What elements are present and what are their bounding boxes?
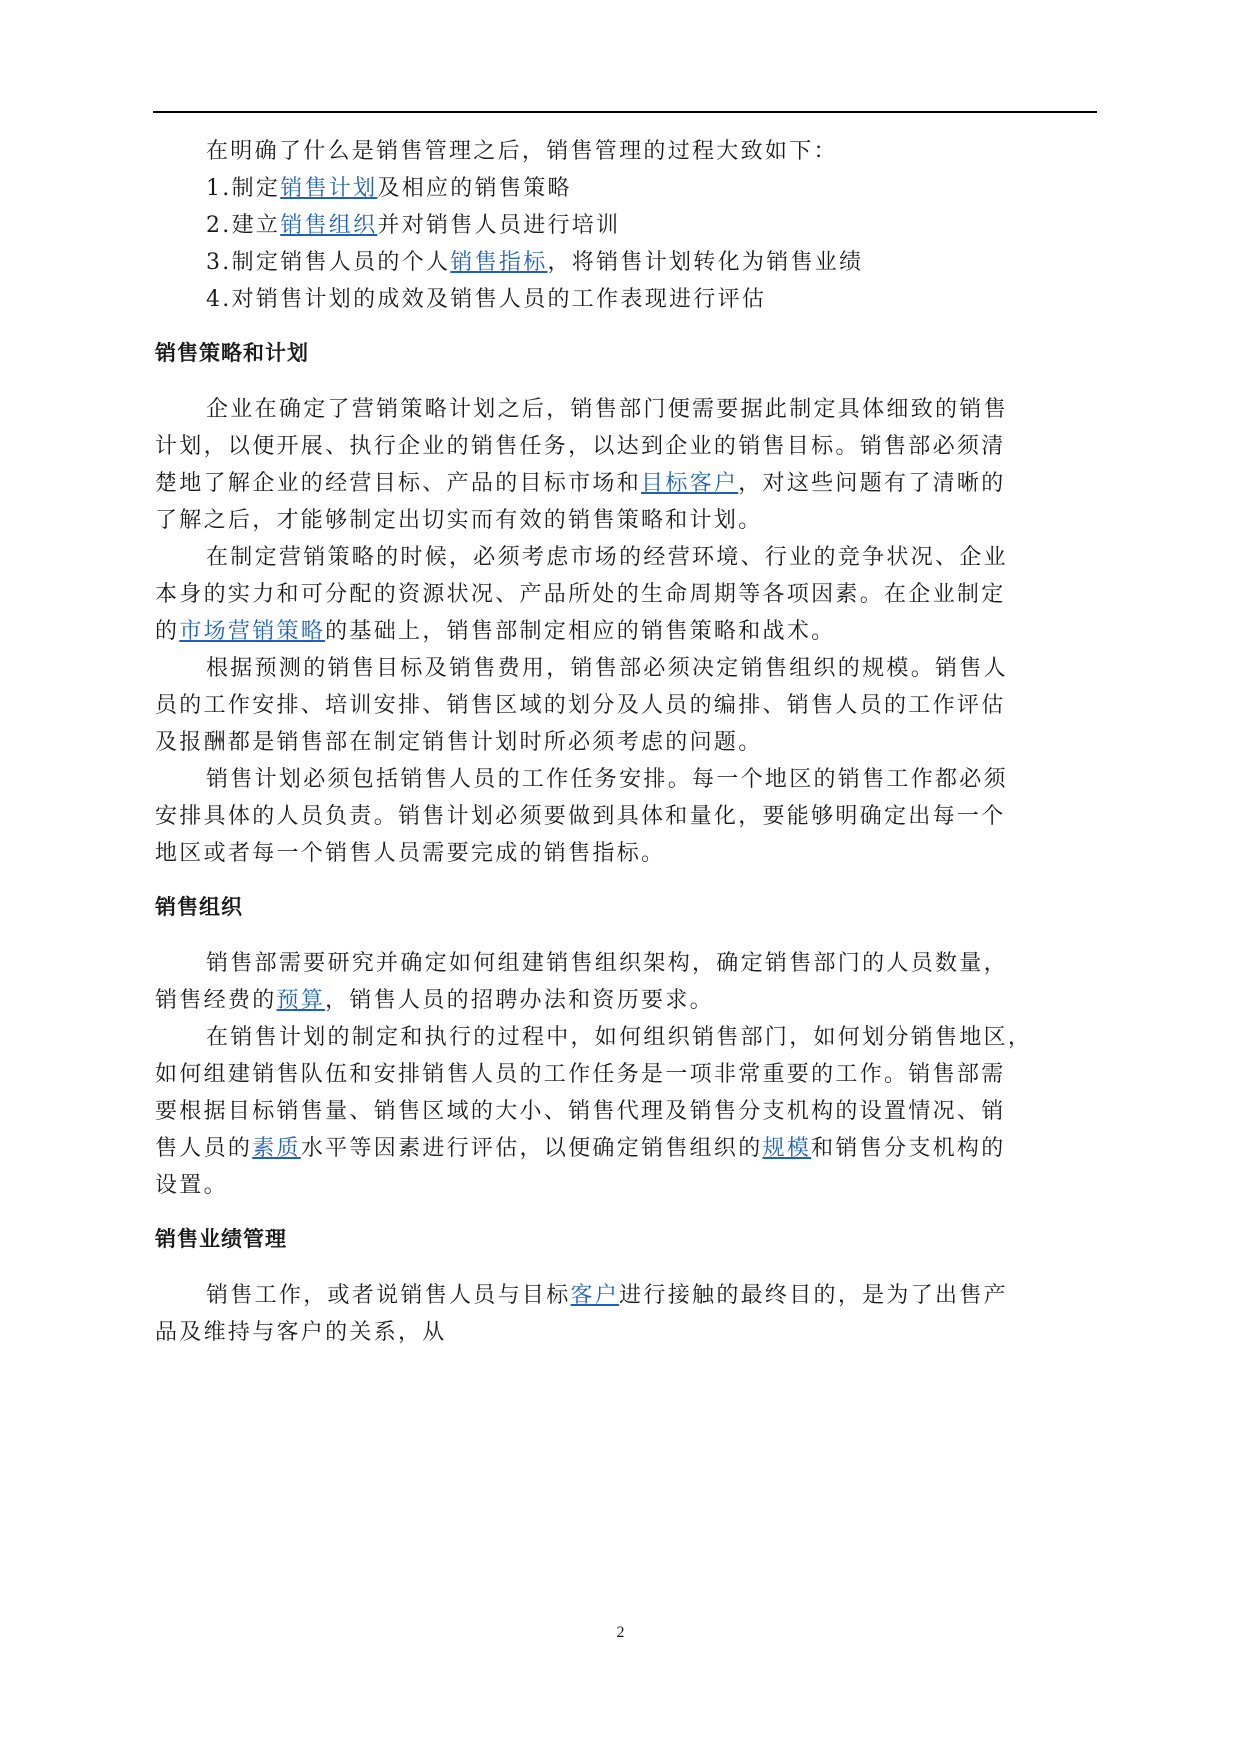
link-target-customer[interactable]: 目标客户 [641,471,739,496]
list-item: 4.对销售计划的成效及销售人员的工作表现进行评估 [206,287,767,312]
list-item: 3.制定销售人员的个人销售指标，将销售计划转化为销售业绩 [206,250,864,275]
intro-lead: 在明确了什么是销售管理之后，销售管理的过程大致如下： [206,139,838,164]
paragraph: 在销售计划的制定和执行的过程中，如何组织销售部门，如何划分销售地区， 如何组建销售队伍和安排销售人员的工作任务是一项非常重要的工作。销售部需 要根据目标销售量、销售区域的大小、销售代理及销售分支机构的设置情况、销 售人员的素质水平等因素进行评估，以便确定销售组织的规模和销售分支机构的 设置。 [155,1025,1033,1198]
paragraph: 企业在确定了营销策略计划之后，销售部门便需要据此制定具体细致的销售 计划，以便开展、执行企业的销售任务，以达到企业的销售目标。销售部必须清 楚地了解企业的经营目标、产品的目标市场和目标客户，对这些问题有了清晰的 了解之后，才能够制定出切实而有效的销售策略和计划。 [155,397,1008,533]
link-scale[interactable]: 规模 [762,1136,812,1161]
page-number: 2 [616,1624,625,1641]
link-sales-plan[interactable]: 销售计划 [280,176,378,201]
section-heading-performance: 销售业绩管理 [155,1227,287,1251]
link-customer[interactable]: 客户 [570,1283,620,1308]
link-sales-organization[interactable]: 销售组织 [280,213,378,238]
paragraph: 销售工作，或者说销售人员与目标客户进行接触的最终目的，是为了出售产 品及维持与客户的关系，从 [155,1283,1008,1345]
link-sales-target[interactable]: 销售指标 [450,250,548,275]
paragraph: 销售计划必须包括销售人员的工作任务安排。每一个地区的销售工作都必须 安排具体的人员负责。销售计划必须要做到具体和量化，要能够明确定出每一个 地区或者每一个销售人员需要完成的销售指标。 [155,767,1008,866]
list-item: 1.制定销售计划及相应的销售策略 [206,176,572,201]
section-heading-organization: 销售组织 [155,895,243,919]
paragraph: 根据预测的销售目标及销售费用，销售部必须决定销售组织的规模。销售人 员的工作安排、培训安排、销售区域的划分及人员的编排、销售人员的工作评估 及报酬都是销售部在制定销售计划时所必须考虑的问题。 [155,656,1008,755]
header-rule [153,111,1097,113]
link-budget[interactable]: 预算 [276,988,326,1013]
document-body [155,133,1095,1351]
link-marketing-strategy[interactable]: 市场营销策略 [179,619,326,644]
paragraph: 在制定营销策略的时候，必须考虑市场的经营环境、行业的竞争状况、企业 本身的实力和可分配的资源状况、产品所处的生命周期等各项因素。在企业制定 的市场营销策略的基础上，销售部制定相应的销售策略和战术。 [155,545,1008,644]
list-item: 2.建立销售组织并对销售人员进行培训 [206,213,621,238]
paragraph: 销售部需要研究并确定如何组建销售组织架构，确定销售部门的人员数量， 销售经费的预算，销售人员的招聘办法和资历要求。 [155,951,1008,1013]
link-quality[interactable]: 素质 [252,1136,301,1161]
section-heading-strategy: 销售策略和计划 [155,341,309,365]
